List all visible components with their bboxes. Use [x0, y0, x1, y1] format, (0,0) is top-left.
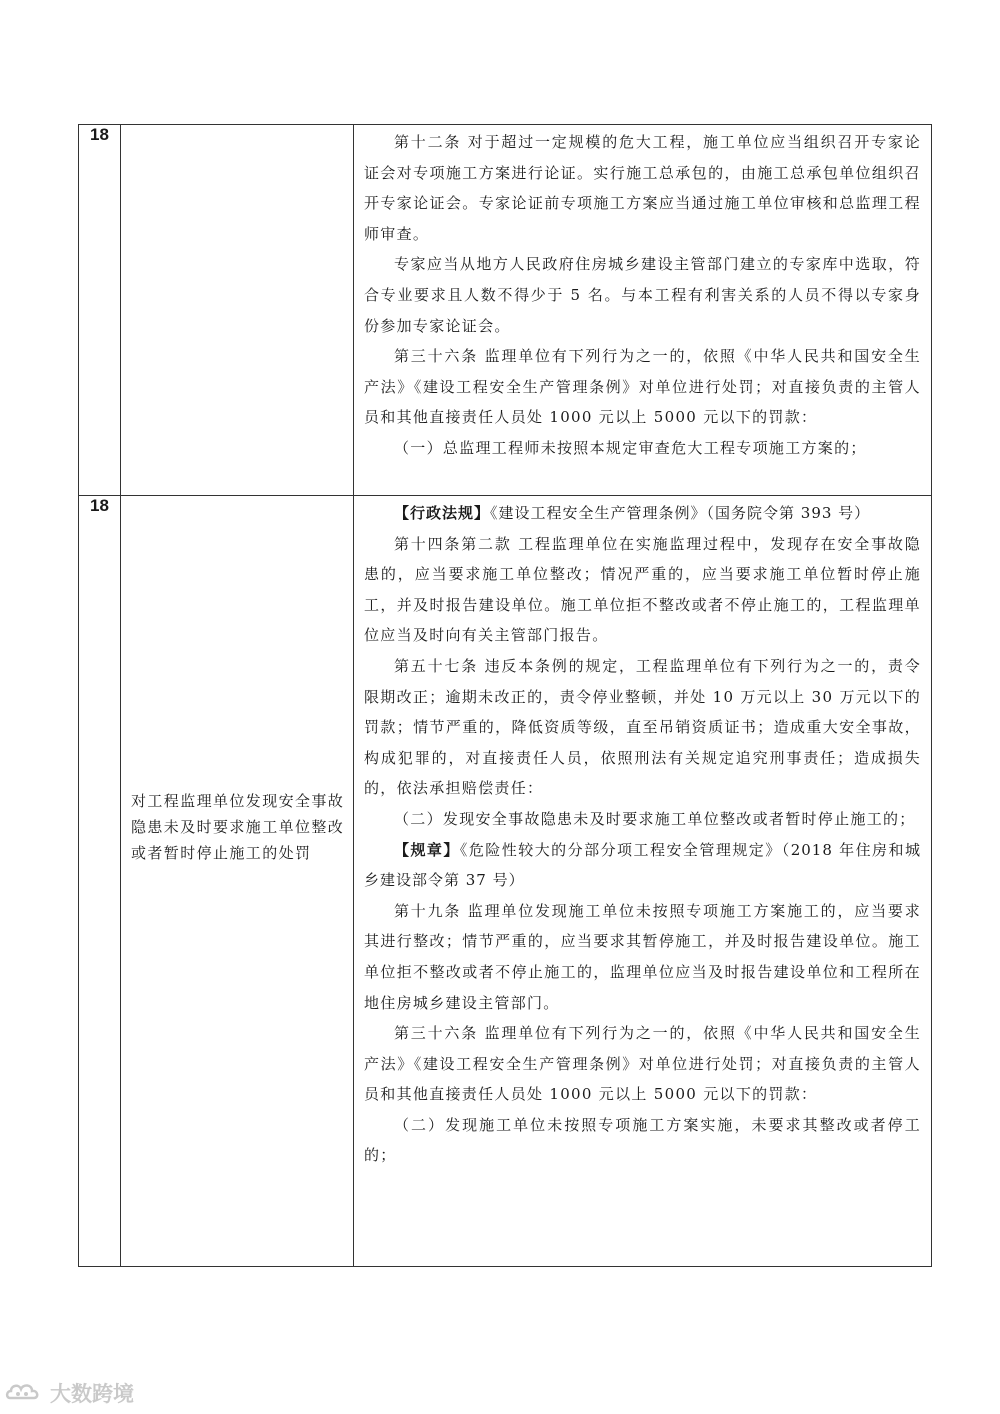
basis-paragraph: 第五十七条 违反本条例的规定，工程监理单位有下列行为之一的，责令限期改正；逾期未改正的，责令停业整顿，并处 10 万元以上 30 万元以下的罚款；情节严重的，降低资质等级，直至吊销资质证书；造成重大安全事故，构成犯罪的，对直接责任人员，依照刑法有关规定追究刑事责任；造成损失的，依法承担赔偿责任： [364, 656, 921, 798]
basis-paragraph: 第十四条第二款 工程监理单位在实施监理过程中，发现存在安全事故隐患的，应当要求施工单位整改；情况严重的，应当要求施工单位暂时停止施工，并及时报告建设单位。施工单位拒不整改或者不停止施工的，工程监理单位应当及时向有关主管部门报告。 [364, 534, 921, 645]
item-description: 对工程监理单位发现安全事故隐患未及时要求施工单位整改或者暂时停止施工的处罚 [131, 792, 345, 862]
basis-paragraph: 专家应当从地方人民政府住房城乡建设主管部门建立的专家库中选取，符合专业要求且人数不得少于 5 名。与本工程有利害关系的人员不得以专家身份参加专家论证会。 [364, 255, 921, 335]
basis-paragraph: （二）发现安全事故隐患未及时要求施工单位整改或者暂时停止施工的； [394, 809, 916, 828]
item-cell [121, 125, 354, 496]
table-row [79, 125, 932, 496]
basis-paragraph: 第十九条 监理单位发现施工单位未按照专项施工方案施工的，应当要求其进行整改；情节严重的，应当要求其暂停施工，并及时报告建设单位。施工单位拒不整改或者不停止施工的，监理单位应当及时报告建设单位和工程所在地住房城乡建设主管部门。 [364, 901, 921, 1012]
source-title: 《建设工程安全生产管理条例》（国务院令第 393 号） [490, 504, 871, 522]
item-cell [121, 496, 354, 1267]
regulation-table [78, 124, 932, 1267]
row-number-cell [79, 125, 121, 496]
cloud-logo-icon [4, 1378, 44, 1408]
legal-basis-cell [354, 496, 932, 1267]
basis-paragraph: 第三十六条 监理单位有下列行为之一的，依照《中华人民共和国安全生产法》《建设工程安全生产管理条例》对单位进行处罚；对直接负责的主管人员和其他直接责任人员处 1000 元以上 5000 元以下的罚款： [364, 347, 921, 427]
source-heading [364, 498, 921, 529]
table-row [79, 496, 932, 1267]
source-tag: 【行政法规】 [394, 504, 491, 522]
basis-paragraph: 第三十六条 监理单位有下列行为之一的，依照《中华人民共和国安全生产法》《建设工程安全生产管理条例》对单位进行处罚；对直接负责的主管人员和其他直接责任人员处 1000 元以上 5000 元以下的罚款： [364, 1024, 921, 1104]
source-tag: 【规章】 [394, 840, 460, 859]
basis-paragraph: 第十二条 对于超过一定规模的危大工程，施工单位应当组织召开专家论证会对专项施工方案进行论证。实行施工总承包的，由施工总承包单位组织召开专家论证会。专家论证前专项施工方案应当通过施工单位审核和总监理工程师审查。 [364, 133, 921, 243]
source-heading [364, 835, 921, 896]
row-number-cell [79, 496, 121, 1267]
source-title: 《危险性较大的分部分项工程安全管理规定》（2018 年住房和城乡建设部令第 37 号） [364, 840, 921, 890]
watermark [4, 1376, 134, 1410]
row-number: 18 [90, 496, 109, 515]
basis-paragraph: （一）总监理工程师未按照本规定审查危大工程专项施工方案的； [394, 438, 867, 457]
row-number: 18 [90, 125, 109, 144]
legal-basis-cell [354, 125, 932, 496]
watermark-text: 大数跨境 [50, 1382, 134, 1406]
basis-paragraph: （二）发现施工单位未按照专项施工方案实施，未要求其整改或者停工的； [364, 1115, 921, 1165]
